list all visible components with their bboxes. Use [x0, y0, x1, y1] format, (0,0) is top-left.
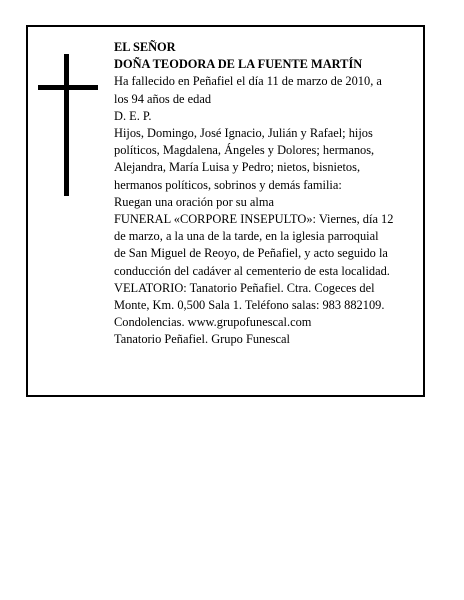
notice-line: Hijos, Domingo, José Ignacio, Julián y Rafael; hijos	[114, 126, 373, 141]
cross-vertical-bar	[64, 54, 69, 196]
notice-line: los 94 años de edad	[114, 91, 212, 106]
obituary-text	[114, 39, 418, 349]
deceased-name: DOÑA TEODORA DE LA FUENTE MARTÍN	[114, 57, 363, 72]
notice-line: Ha fallecido en Peñafiel el día 11 de marzo de 2010, a	[114, 74, 382, 89]
notice-line: Monte, Km. 0,500 Sala 1. Teléfono salas: 983 882109.	[114, 298, 385, 313]
notice-line: Condolencias. www.grupofunescal.com	[114, 315, 312, 330]
notice-line: Alejandra, María Luisa y Pedro; nietos, bisnietos,	[114, 160, 361, 175]
notice-line: Ruegan una oración por su alma	[114, 194, 274, 209]
notice-line: EL SEÑOR	[114, 40, 176, 54]
notice-line: conducción del cadáver al cementerio de esta localidad.	[114, 263, 390, 278]
notice-line: D. E. P.	[114, 108, 152, 123]
notice-line: de San Miguel de Reoyo, de Peñafiel, y acto seguido la	[114, 246, 388, 261]
notice-line: hermanos políticos, sobrinos y demás familia:	[114, 177, 342, 192]
cross-horizontal-bar	[38, 85, 98, 90]
notice-line: de marzo, a la una de la tarde, en la iglesia parroquial	[114, 229, 379, 244]
cross-icon	[38, 54, 98, 196]
notice-line: Tanatorio Peñafiel. Grupo Funescal	[114, 332, 290, 347]
notice-line: VELATORIO: Tanatorio Peñafiel. Ctra. Cogeces del	[114, 280, 375, 295]
notice-line: FUNERAL «CORPORE INSEPULTO»: Viernes, día 12	[114, 212, 394, 227]
notice-line: políticos, Magdalena, Ángeles y Dolores; hermanos,	[114, 143, 375, 158]
